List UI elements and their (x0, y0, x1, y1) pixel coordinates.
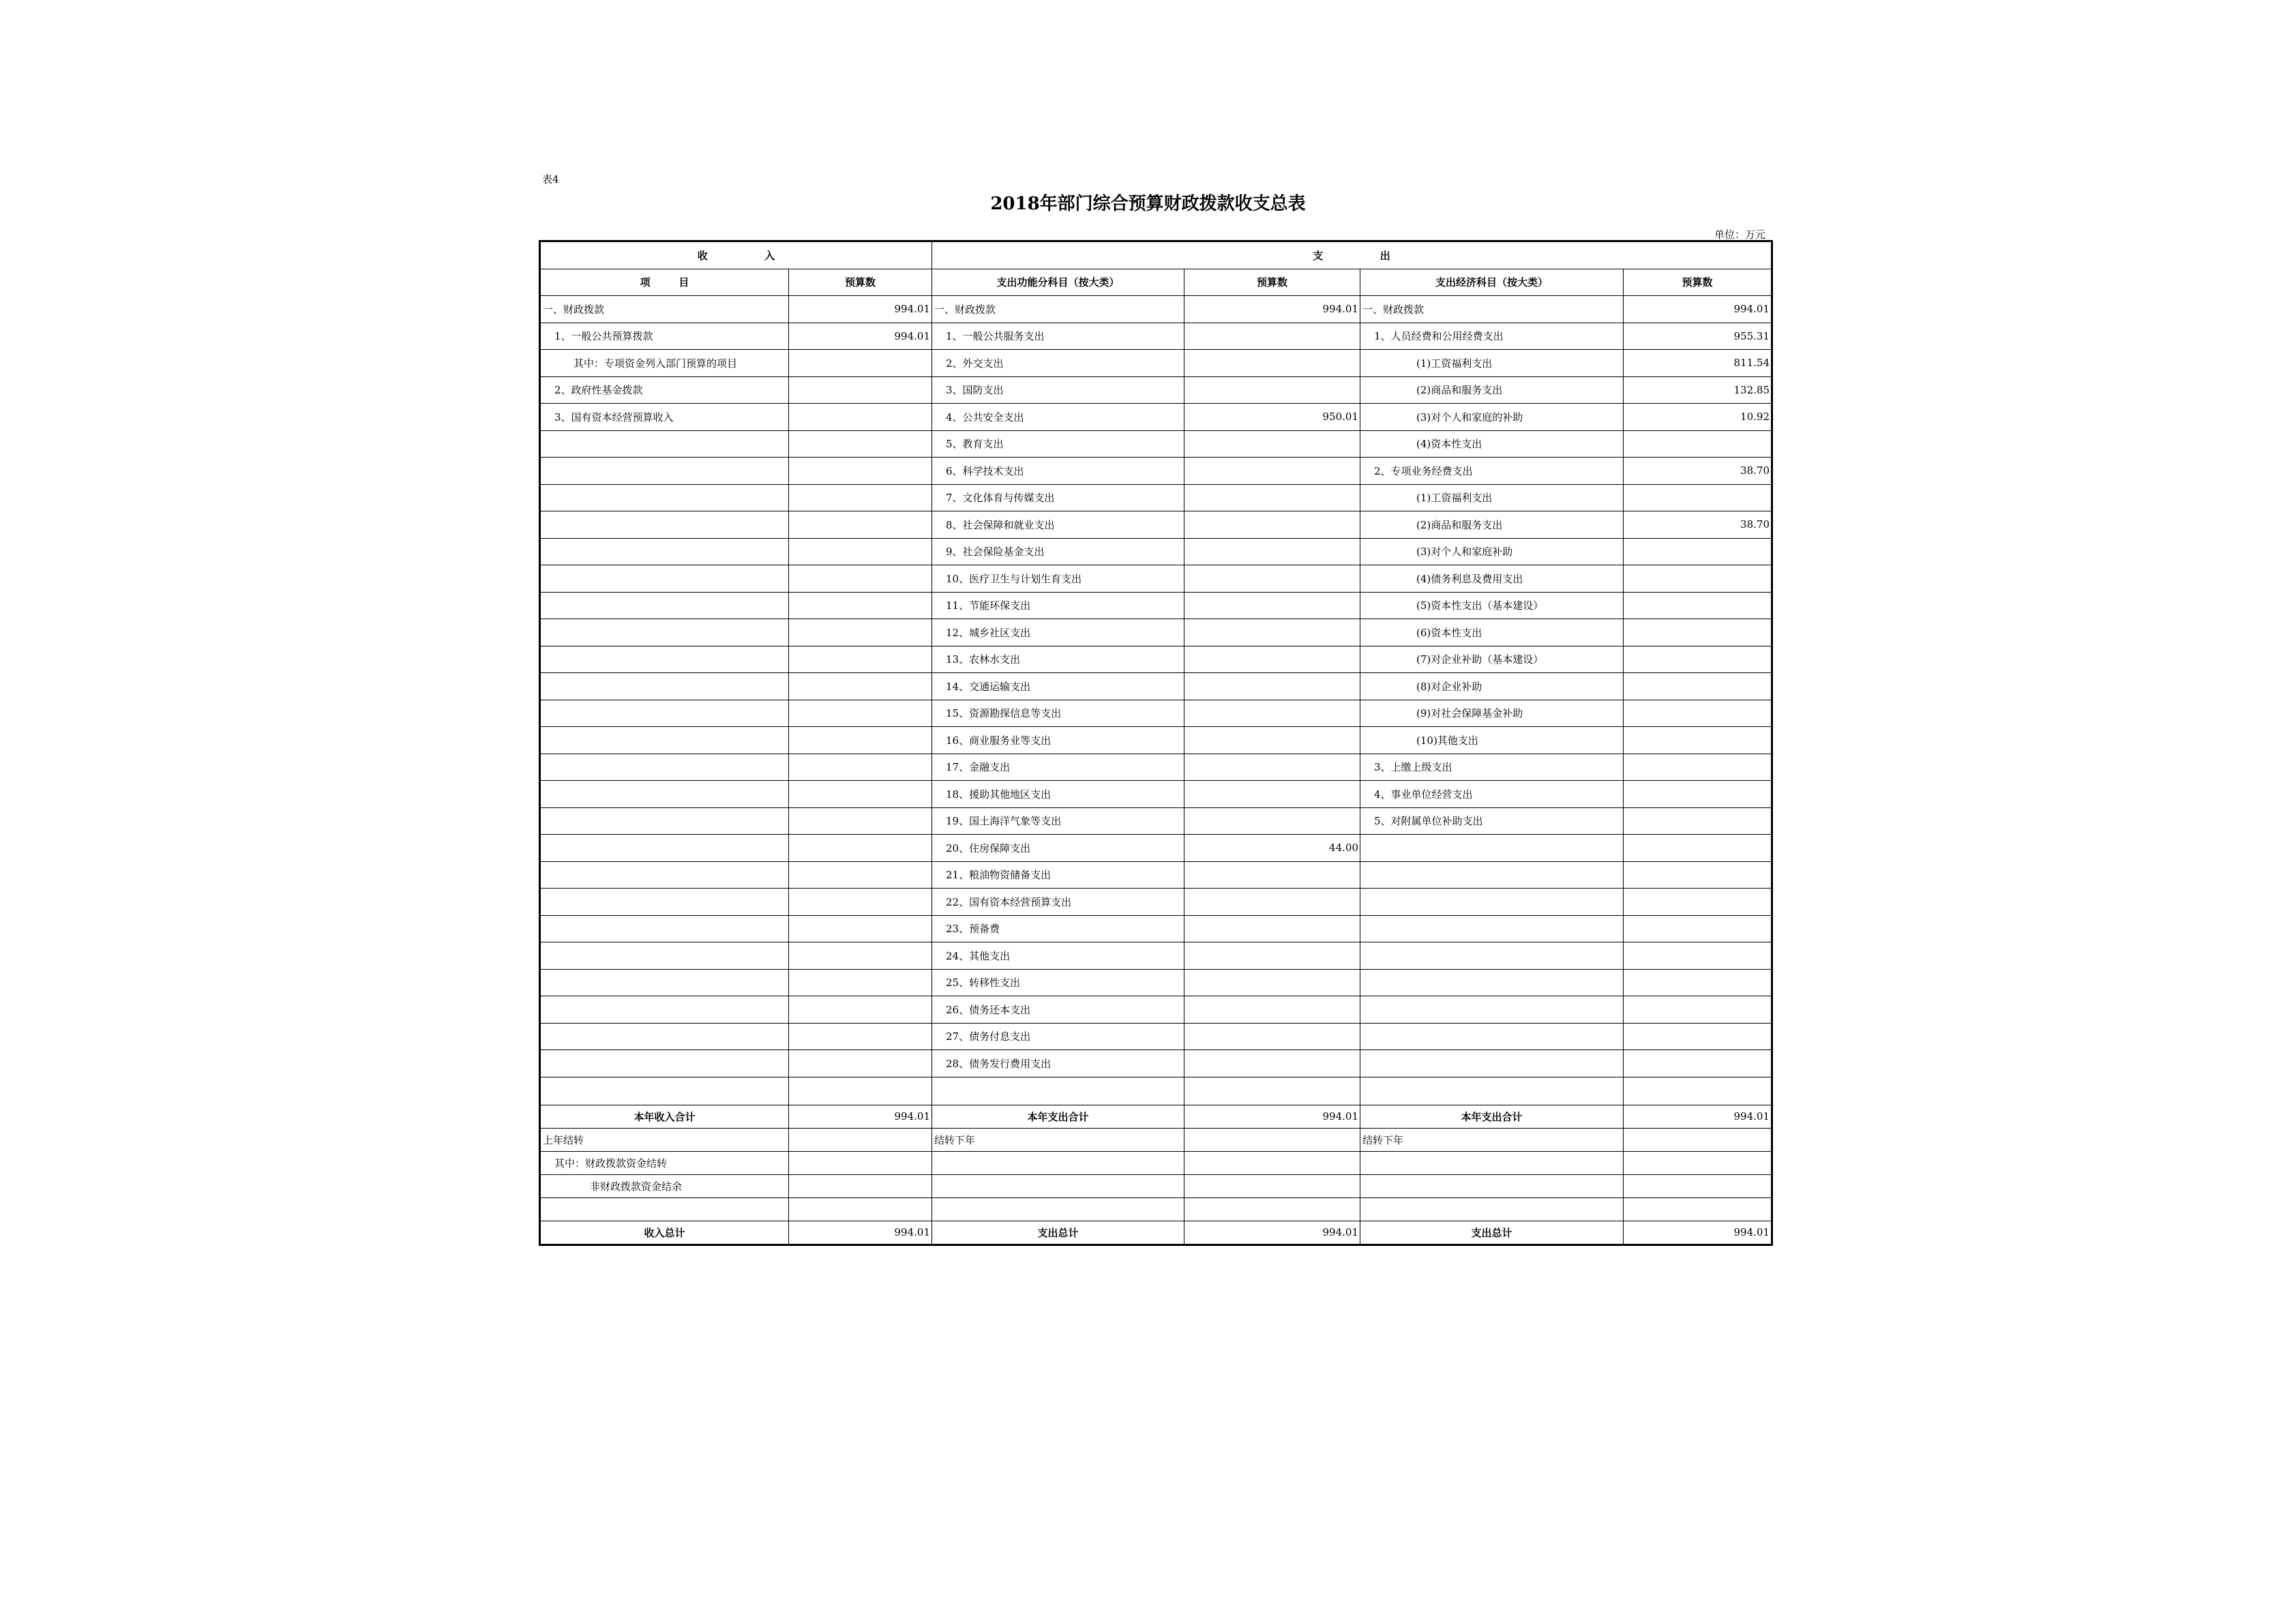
func-item-cell: 1、一般公共服务支出 (932, 323, 1184, 350)
table-row (541, 484, 1772, 511)
func-budget-cell (1184, 565, 1360, 593)
income-budget-cell (789, 889, 932, 916)
income-year-total-value: 994.01 (789, 1105, 932, 1128)
econ-budget-cell (1624, 1023, 1772, 1050)
income-budget-cell (789, 404, 932, 431)
func-budget-cell (1184, 458, 1360, 485)
income-budget-cell (789, 646, 932, 673)
empty-cell (1184, 1174, 1360, 1197)
income-budget-cell (789, 673, 932, 700)
func-budget-cell (1184, 861, 1360, 889)
income-item-cell (541, 619, 789, 646)
table-row (541, 404, 1772, 431)
spacer-row (541, 1077, 1772, 1105)
func-budget-cell (1184, 430, 1360, 458)
econ-item-cell (1360, 915, 1624, 942)
econ-item-cell: (1)工资福利支出 (1360, 484, 1624, 511)
econ-budget-cell (1624, 700, 1772, 727)
func-budget-cell (1184, 484, 1360, 511)
func-item-cell: 20、住房保障支出 (932, 835, 1184, 862)
func-budget-cell (1184, 969, 1360, 996)
econ-budget-cell (1624, 619, 1772, 646)
empty-cell (1624, 1174, 1772, 1197)
table-row (541, 538, 1772, 565)
next-carry-label: 结转下年 (932, 1128, 1184, 1151)
func-item-cell: 26、债务还本支出 (932, 996, 1184, 1024)
income-item-cell: 其中：专项资金列入部门预算的项目 (541, 350, 789, 377)
income-budget-cell (789, 592, 932, 619)
empty-cell (1360, 1151, 1624, 1174)
table-number-label: 表4 (542, 173, 559, 185)
func-budget-cell (1184, 754, 1360, 781)
econ-item-cell: 一、财政拨款 (1360, 296, 1624, 323)
func-budget-cell (1184, 673, 1360, 700)
econ-item-cell: (7)对企业补助（基本建设） (1360, 646, 1624, 673)
empty-cell (932, 1077, 1184, 1105)
func-item-cell: 21、粮油物资储备支出 (932, 861, 1184, 889)
econ-budget-cell (1624, 807, 1772, 835)
empty-cell (932, 1151, 1184, 1174)
func-budget-cell (1184, 592, 1360, 619)
income-budget-cell (789, 996, 932, 1024)
func-item-cell: 4、公共安全支出 (932, 404, 1184, 431)
table-row (541, 781, 1772, 808)
col-header-econ: 支出经济科目（按大类） (1360, 269, 1624, 296)
func-budget-cell (1184, 538, 1360, 565)
table-row (541, 942, 1772, 970)
prev-carry-label: 上年结转 (541, 1128, 789, 1151)
econ-item-cell (1360, 835, 1624, 862)
empty-cell (1624, 1128, 1772, 1151)
income-budget-cell (789, 458, 932, 485)
func-item-cell: 2、外交支出 (932, 350, 1184, 377)
table-row (541, 969, 1772, 996)
econ-item-cell: (3)对个人和家庭补助 (1360, 538, 1624, 565)
func-budget-cell (1184, 1023, 1360, 1050)
income-item-cell (541, 673, 789, 700)
income-item-cell (541, 592, 789, 619)
income-grand-total-value: 994.01 (789, 1221, 932, 1244)
empty-cell (1184, 1151, 1360, 1174)
income-item-cell (541, 754, 789, 781)
econ-budget-cell (1624, 430, 1772, 458)
econ-budget-cell (1624, 835, 1772, 862)
empty-cell (1184, 1128, 1360, 1151)
income-item-cell (541, 915, 789, 942)
table-row (541, 350, 1772, 377)
empty-cell (1184, 1197, 1360, 1221)
empty-cell (789, 1151, 932, 1174)
income-item-cell (541, 1023, 789, 1050)
func-item-cell: 一、财政拨款 (932, 296, 1184, 323)
table-row (541, 807, 1772, 835)
econ-budget-cell: 132.85 (1624, 376, 1772, 404)
carry-sub-row (541, 1151, 1772, 1174)
econ-item-cell (1360, 1023, 1624, 1050)
econ-item-cell: 2、专项业务经费支出 (1360, 458, 1624, 485)
income-budget-cell (789, 484, 932, 511)
table-row (541, 673, 1772, 700)
col-header-func-budget: 预算数 (1184, 269, 1360, 296)
income-budget-cell (789, 350, 932, 377)
func-item-cell: 28、债务发行费用支出 (932, 1050, 1184, 1077)
table-row (541, 1023, 1772, 1050)
econ-budget-cell (1624, 969, 1772, 996)
func-item-cell: 10、医疗卫生与计划生育支出 (932, 565, 1184, 593)
table-row (541, 296, 1772, 323)
func-budget-cell (1184, 619, 1360, 646)
econ-item-cell: (4)债务利息及费用支出 (1360, 565, 1624, 593)
econ-grand-total-label: 支出总计 (1360, 1221, 1624, 1244)
func-item-cell: 3、国防支出 (932, 376, 1184, 404)
func-budget-cell: 950.01 (1184, 404, 1360, 431)
econ-item-cell (1360, 1050, 1624, 1077)
func-item-cell: 22、国有资本经营预算支出 (932, 889, 1184, 916)
table-row (541, 565, 1772, 593)
income-budget-cell: 994.01 (789, 296, 932, 323)
func-item-cell: 14、交通运输支出 (932, 673, 1184, 700)
econ-item-cell: (2)商品和服务支出 (1360, 376, 1624, 404)
col-header-item: 项 目 (541, 269, 789, 296)
table-row (541, 700, 1772, 727)
func-item-cell: 18、援助其他地区支出 (932, 781, 1184, 808)
income-budget-cell (789, 538, 932, 565)
col-header-budget: 预算数 (789, 269, 932, 296)
income-budget-cell (789, 727, 932, 754)
income-budget-cell (789, 915, 932, 942)
income-budget-cell (789, 835, 932, 862)
empty-cell (789, 1128, 932, 1151)
func-grand-total-label: 支出总计 (932, 1221, 1184, 1244)
func-item-cell: 17、金融支出 (932, 754, 1184, 781)
func-item-cell: 19、国土海洋气象等支出 (932, 807, 1184, 835)
econ-year-total-value: 994.01 (1624, 1105, 1772, 1128)
func-item-cell: 15、资源勘探信息等支出 (932, 700, 1184, 727)
income-item-cell: 一、财政拨款 (541, 296, 789, 323)
econ-budget-cell: 994.01 (1624, 296, 1772, 323)
income-item-cell (541, 861, 789, 889)
econ-budget-cell (1624, 889, 1772, 916)
table-row (541, 376, 1772, 404)
budget-table (540, 241, 1772, 1245)
econ-budget-cell: 10.92 (1624, 404, 1772, 431)
empty-cell (789, 1077, 932, 1105)
income-year-total-label: 本年收入合计 (541, 1105, 789, 1128)
income-budget-cell (789, 565, 932, 593)
empty-cell (1360, 1077, 1624, 1105)
col-header-func: 支出功能分科目（按大类） (932, 269, 1184, 296)
econ-budget-cell: 955.31 (1624, 323, 1772, 350)
econ-item-cell: (6)资本性支出 (1360, 619, 1624, 646)
income-item-cell (541, 565, 789, 593)
empty-cell (1360, 1197, 1624, 1221)
econ-budget-cell: 811.54 (1624, 350, 1772, 377)
empty-cell (789, 1174, 932, 1197)
table-row (541, 996, 1772, 1024)
econ-item-cell (1360, 889, 1624, 916)
func-item-cell: 23、预备费 (932, 915, 1184, 942)
income-budget-cell (789, 700, 932, 727)
econ-item-cell: (9)对社会保障基金补助 (1360, 700, 1624, 727)
func-item-cell: 5、教育支出 (932, 430, 1184, 458)
econ-item-cell: (10)其他支出 (1360, 727, 1624, 754)
func-budget-cell (1184, 1050, 1360, 1077)
income-budget-cell (789, 942, 932, 970)
econ-budget-cell: 38.70 (1624, 458, 1772, 485)
econ-item-cell (1360, 996, 1624, 1024)
table-row (541, 592, 1772, 619)
func-item-cell: 12、城乡社区支出 (932, 619, 1184, 646)
col-header-econ-budget: 预算数 (1624, 269, 1772, 296)
func-item-cell: 24、其他支出 (932, 942, 1184, 970)
income-budget-cell (789, 969, 932, 996)
table-row (541, 430, 1772, 458)
header-row-columns (541, 269, 1772, 296)
func-budget-cell (1184, 350, 1360, 377)
econ-budget-cell (1624, 538, 1772, 565)
table-row (541, 511, 1772, 539)
econ-budget-cell (1624, 754, 1772, 781)
econ-item-cell: (5)资本性支出（基本建设） (1360, 592, 1624, 619)
income-budget-cell (789, 430, 932, 458)
func-year-total-label: 本年支出合计 (932, 1105, 1184, 1128)
grand-total-row (541, 1221, 1772, 1244)
income-item-cell: 3、国有资本经营预算收入 (541, 404, 789, 431)
carry-sub-label: 非财政拨款资金结余 (541, 1174, 789, 1197)
func-item-cell: 6、科学技术支出 (932, 458, 1184, 485)
func-budget-cell (1184, 511, 1360, 539)
income-item-cell (541, 458, 789, 485)
econ-budget-cell (1624, 565, 1772, 593)
econ-budget-cell (1624, 673, 1772, 700)
empty-cell (1624, 1077, 1772, 1105)
income-budget-cell (789, 376, 932, 404)
empty-cell (1360, 1174, 1624, 1197)
income-budget-cell (789, 511, 932, 539)
empty-cell (932, 1197, 1184, 1221)
income-item-cell (541, 484, 789, 511)
func-item-cell: 13、农林水支出 (932, 646, 1184, 673)
func-item-cell: 25、转移性支出 (932, 969, 1184, 996)
func-budget-cell (1184, 323, 1360, 350)
func-item-cell: 9、社会保险基金支出 (932, 538, 1184, 565)
page-title: 2018年部门综合预算财政拨款收支总表 (990, 194, 1306, 214)
income-budget-cell (789, 619, 932, 646)
econ-budget-cell (1624, 646, 1772, 673)
econ-budget-cell: 38.70 (1624, 511, 1772, 539)
econ-item-cell: (1)工资福利支出 (1360, 350, 1624, 377)
func-item-cell: 7、文化体育与传媒支出 (932, 484, 1184, 511)
income-item-cell (541, 538, 789, 565)
table-row (541, 323, 1772, 350)
income-item-cell (541, 781, 789, 808)
econ-budget-cell (1624, 996, 1772, 1024)
econ-budget-cell (1624, 484, 1772, 511)
income-grand-total-label: 收入总计 (541, 1221, 789, 1244)
econ-budget-cell (1624, 915, 1772, 942)
income-budget-cell (789, 754, 932, 781)
econ-item-cell: (3)对个人和家庭的补助 (1360, 404, 1624, 431)
year-total-row (541, 1105, 1772, 1128)
table-row (541, 835, 1772, 862)
empty-cell (541, 1197, 789, 1221)
empty-cell (1184, 1077, 1360, 1105)
empty-cell (541, 1077, 789, 1105)
income-item-cell (541, 835, 789, 862)
func-year-total-value: 994.01 (1184, 1105, 1360, 1128)
econ-item-cell: (4)资本性支出 (1360, 430, 1624, 458)
func-item-cell: 27、债务付息支出 (932, 1023, 1184, 1050)
func-budget-cell (1184, 889, 1360, 916)
income-item-cell (541, 430, 789, 458)
carry-sub-row (541, 1174, 1772, 1197)
table-row (541, 889, 1772, 916)
econ-item-cell: 3、上缴上级支出 (1360, 754, 1624, 781)
table-row (541, 754, 1772, 781)
func-item-cell: 16、商业服务业等支出 (932, 727, 1184, 754)
econ-item-cell (1360, 942, 1624, 970)
func-budget-cell (1184, 996, 1360, 1024)
table-row (541, 915, 1772, 942)
econ-grand-total-value: 994.01 (1624, 1221, 1772, 1244)
table-row (541, 727, 1772, 754)
func-budget-cell (1184, 807, 1360, 835)
func-budget-cell (1184, 915, 1360, 942)
empty-cell (932, 1174, 1184, 1197)
econ-budget-cell (1624, 1050, 1772, 1077)
income-item-cell (541, 996, 789, 1024)
income-item-cell (541, 511, 789, 539)
header-row-group (541, 242, 1772, 269)
func-budget-cell: 44.00 (1184, 835, 1360, 862)
econ-item-cell: 1、人员经费和公用经费支出 (1360, 323, 1624, 350)
table-row (541, 861, 1772, 889)
income-item-cell (541, 807, 789, 835)
income-item-cell (541, 889, 789, 916)
empty-cell (1624, 1151, 1772, 1174)
income-item-cell: 1、一般公共预算拨款 (541, 323, 789, 350)
income-item-cell (541, 727, 789, 754)
income-header: 收 入 (541, 242, 932, 269)
func-budget-cell (1184, 942, 1360, 970)
spacer-row (541, 1197, 1772, 1221)
func-budget-cell (1184, 700, 1360, 727)
econ-budget-cell (1624, 861, 1772, 889)
func-budget-cell (1184, 646, 1360, 673)
func-item-cell: 11、节能环保支出 (932, 592, 1184, 619)
unit-label: 单位：万元 (1714, 228, 1765, 241)
econ-budget-cell (1624, 942, 1772, 970)
income-budget-cell (789, 1023, 932, 1050)
func-budget-cell (1184, 781, 1360, 808)
table-row (541, 1050, 1772, 1077)
income-budget-cell: 994.01 (789, 323, 932, 350)
empty-cell (1624, 1197, 1772, 1221)
func-budget-cell (1184, 376, 1360, 404)
income-budget-cell (789, 1050, 932, 1077)
income-item-cell (541, 700, 789, 727)
income-item-cell (541, 646, 789, 673)
econ-budget-cell (1624, 781, 1772, 808)
econ-item-cell (1360, 861, 1624, 889)
expense-header: 支 出 (932, 242, 1772, 269)
carry-sub-label: 其中：财政拨款资金结转 (541, 1151, 789, 1174)
table-row (541, 458, 1772, 485)
table-row (541, 619, 1772, 646)
income-budget-cell (789, 781, 932, 808)
econ-item-cell: (8)对企业补助 (1360, 673, 1624, 700)
econ-budget-cell (1624, 592, 1772, 619)
income-item-cell (541, 1050, 789, 1077)
income-item-cell: 2、政府性基金拨款 (541, 376, 789, 404)
econ-year-total-label: 本年支出合计 (1360, 1105, 1624, 1128)
econ-budget-cell (1624, 727, 1772, 754)
carry-row (541, 1128, 1772, 1151)
func-grand-total-value: 994.01 (1184, 1221, 1360, 1244)
econ-item-cell: 4、事业单位经营支出 (1360, 781, 1624, 808)
econ-item-cell: 5、对附属单位补助支出 (1360, 807, 1624, 835)
income-budget-cell (789, 807, 932, 835)
empty-cell (789, 1197, 932, 1221)
func-budget-cell: 994.01 (1184, 296, 1360, 323)
func-budget-cell (1184, 727, 1360, 754)
income-item-cell (541, 942, 789, 970)
econ-item-cell (1360, 969, 1624, 996)
func-item-cell: 8、社会保障和就业支出 (932, 511, 1184, 539)
income-budget-cell (789, 861, 932, 889)
income-item-cell (541, 969, 789, 996)
econ-item-cell: (2)商品和服务支出 (1360, 511, 1624, 539)
next-carry-label: 结转下年 (1360, 1128, 1624, 1151)
table-row (541, 646, 1772, 673)
